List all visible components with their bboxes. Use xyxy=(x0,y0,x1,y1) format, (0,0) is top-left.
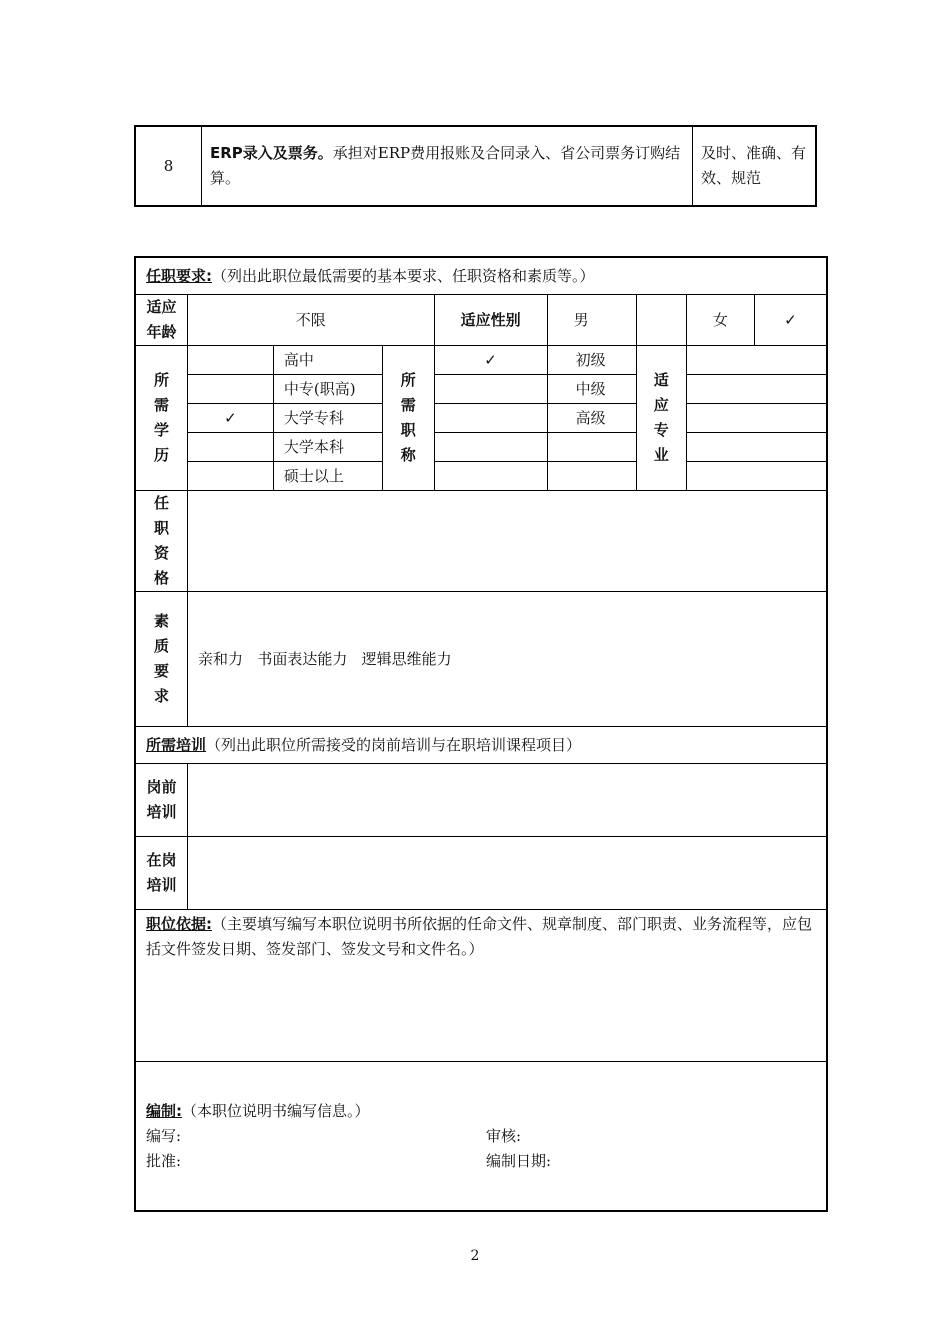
reviewer-label: 审核: xyxy=(486,1126,522,1145)
basis-note: （主要填写编写本职位说明书所依据的任命文件、规章制度、部门职责、业务流程等，应包括文件签发日期、签发部门、签发文号和文件名。） xyxy=(146,914,813,958)
duty-title: ERP录入及票务。 xyxy=(210,144,333,162)
quality-label: 素质要求 xyxy=(135,591,188,726)
major-value xyxy=(687,374,827,403)
requirements-label: 任职要求: xyxy=(146,267,212,286)
qualification-value xyxy=(188,490,827,591)
qualification-label: 任职资格 xyxy=(135,490,188,591)
education-option: 硕士以上 xyxy=(273,461,382,490)
education-mark: ✓ xyxy=(188,403,274,432)
duty-number: 8 xyxy=(135,126,202,206)
education-mark xyxy=(188,461,274,490)
education-option: 高中 xyxy=(273,345,382,374)
male-label: 男 xyxy=(547,294,636,345)
major-value xyxy=(687,432,827,461)
writer-label: 编写: xyxy=(146,1126,182,1145)
compile-label: 编制: xyxy=(146,1101,182,1120)
date-label: 编制日期: xyxy=(486,1151,552,1170)
title-option: 高级 xyxy=(547,403,636,432)
page-number: 2 xyxy=(470,1248,480,1264)
education-mark xyxy=(188,374,274,403)
education-option: 大学专科 xyxy=(273,403,382,432)
education-mark xyxy=(188,432,274,461)
approver-label: 批准: xyxy=(146,1151,182,1170)
duty-description: 承担对ERP费用报账及合同录入、省公司票务订购结算。 xyxy=(210,144,681,187)
duty-standard: 及时、准确、有效、规范 xyxy=(693,126,817,206)
age-value: 不限 xyxy=(188,294,434,345)
compile-note: （本职位说明书编写信息。） xyxy=(182,1101,370,1120)
education-option: 中专(职高) xyxy=(273,374,382,403)
title-mark: ✓ xyxy=(434,345,547,374)
requirements-table xyxy=(134,256,828,1212)
title-mark xyxy=(434,432,547,461)
training-label: 所需培训 xyxy=(146,736,207,754)
gender-label: 适应性别 xyxy=(434,294,547,345)
pre-training-value xyxy=(188,763,827,836)
onjob-training-value xyxy=(188,836,827,909)
compile-section xyxy=(135,1061,827,1211)
title-mark xyxy=(434,461,547,490)
education-option: 大学本科 xyxy=(273,432,382,461)
major-value xyxy=(687,345,827,374)
age-label: 适应年龄 xyxy=(135,294,188,345)
pre-training-label: 岗前培训 xyxy=(135,763,188,836)
major-label: 适应专业 xyxy=(636,345,687,490)
training-note: （列出此职位所需接受的岗前培训与在职培训课程项目） xyxy=(206,736,582,754)
major-value xyxy=(687,403,827,432)
training-header xyxy=(135,726,827,763)
duty-content xyxy=(202,126,693,206)
education-label: 所需学历 xyxy=(135,345,188,490)
education-mark xyxy=(188,345,274,374)
title-option xyxy=(547,461,636,490)
male-mark xyxy=(636,294,687,345)
title-mark xyxy=(434,374,547,403)
onjob-training-label: 在岗培训 xyxy=(135,836,188,909)
major-value xyxy=(687,461,827,490)
title-option xyxy=(547,432,636,461)
basis-section xyxy=(135,909,827,1061)
requirements-note: （列出此职位最低需要的基本要求、任职资格和素质等。） xyxy=(212,267,595,286)
requirements-header xyxy=(135,257,827,294)
basis-label: 职位依据: xyxy=(146,914,212,933)
title-label: 所需职称 xyxy=(382,345,434,490)
title-option: 中级 xyxy=(547,374,636,403)
title-option: 初级 xyxy=(547,345,636,374)
quality-value: 亲和力 书面表达能力 逻辑思维能力 xyxy=(188,591,827,726)
title-mark xyxy=(434,403,547,432)
female-label: 女 xyxy=(687,294,755,345)
female-mark: ✓ xyxy=(754,294,827,345)
duty-table xyxy=(134,125,817,207)
